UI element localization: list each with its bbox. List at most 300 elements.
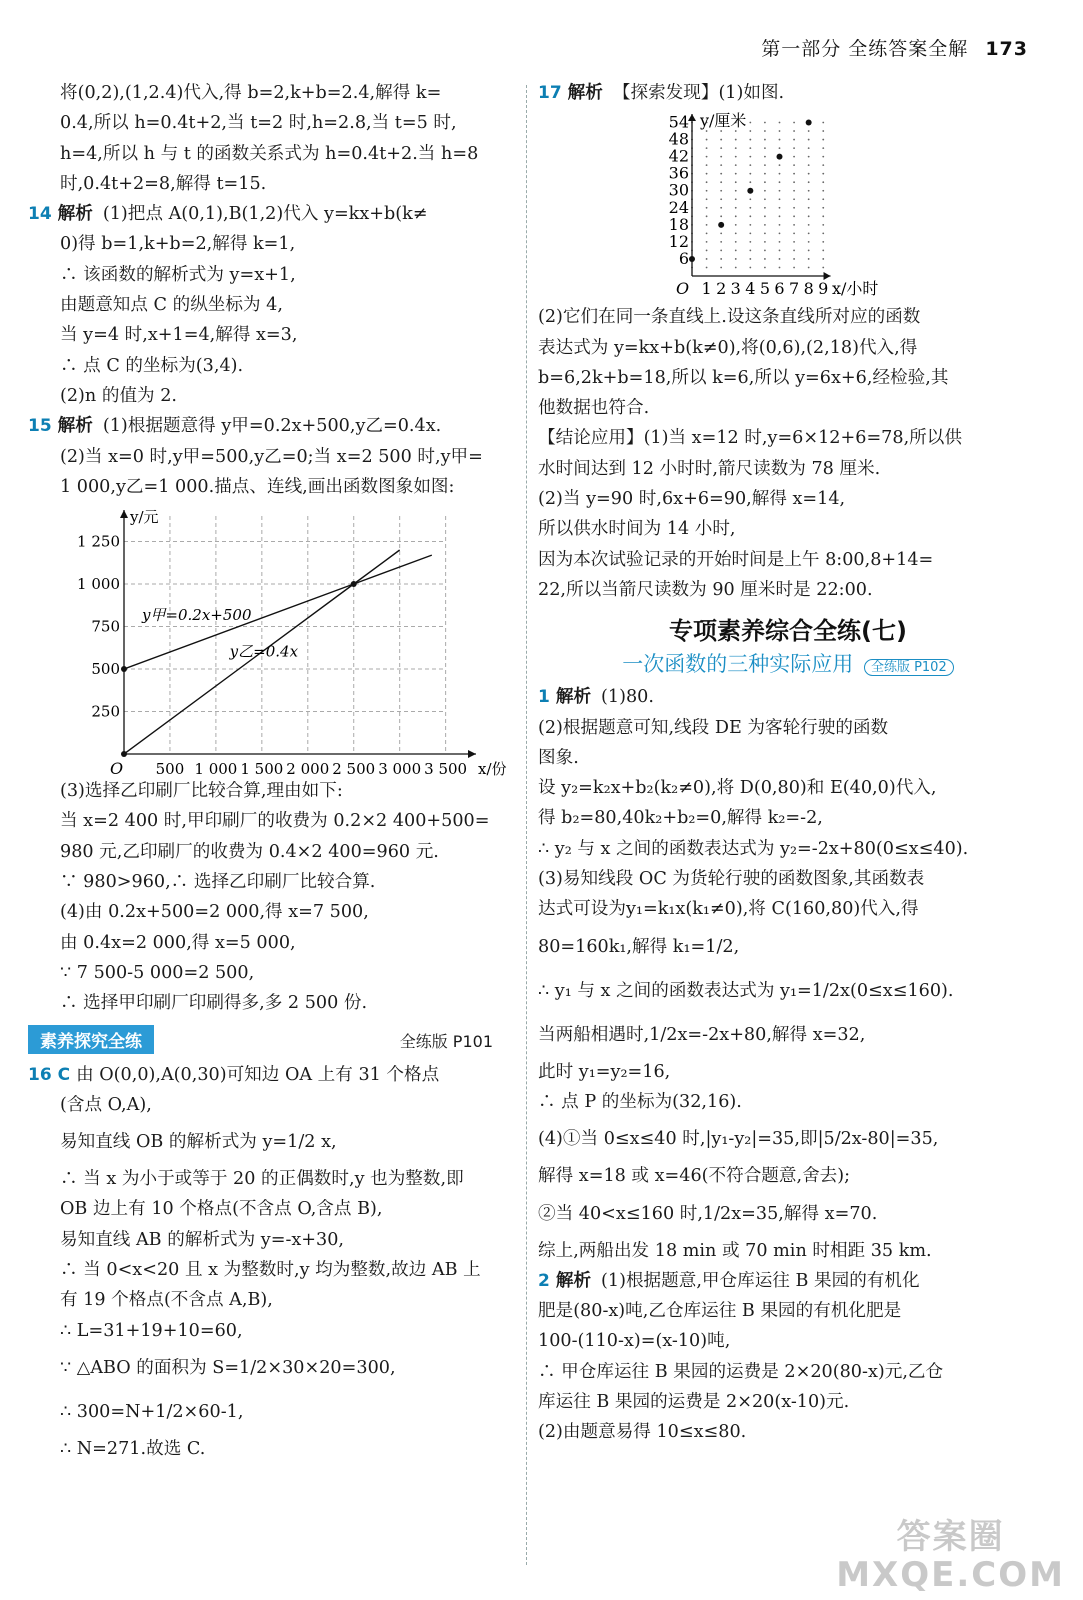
grid-dot xyxy=(720,241,722,243)
y-tick-label: 18 xyxy=(668,215,689,235)
grid-dot xyxy=(793,190,795,192)
text-line: ∵ 980>960,∴ 选择乙印刷厂比较合算. xyxy=(60,872,376,893)
grid-dot xyxy=(793,156,795,158)
data-point xyxy=(806,120,812,126)
y-tick-label: 54 xyxy=(668,112,689,132)
grid-dot xyxy=(735,224,737,226)
text-line: (1)80. xyxy=(601,687,654,708)
page-header xyxy=(761,34,1028,61)
grid-dot xyxy=(749,250,751,252)
grid-dot xyxy=(749,207,751,209)
grid-dot xyxy=(706,207,708,209)
grid-dot xyxy=(779,233,781,235)
series-label-2: y乙=0.4x xyxy=(229,642,299,661)
right-column xyxy=(538,78,1038,1448)
grid-dot xyxy=(779,216,781,218)
y-axis-label: y/元 xyxy=(130,508,159,527)
question-number: 14 xyxy=(28,204,52,225)
y-tick-label: 36 xyxy=(668,163,689,183)
special-question-2 xyxy=(538,1266,1038,1448)
column-divider xyxy=(526,85,527,1565)
grid-dot xyxy=(764,233,766,235)
origin-label: O xyxy=(676,279,690,299)
grid-dot xyxy=(735,173,737,175)
text-line: 易知直线 OB 的解析式为 y=1/2 x, xyxy=(60,1132,337,1153)
grid-dot xyxy=(808,182,810,184)
text-line: 所以供水时间为 14 小时, xyxy=(538,519,736,540)
grid-dot xyxy=(720,156,722,158)
text-line: 解得 x=18 或 x=46(不符合题意,舍去); xyxy=(538,1166,851,1187)
grid-dot xyxy=(735,207,737,209)
grid-dot xyxy=(720,139,722,141)
grid-dot xyxy=(735,190,737,192)
grid-dot xyxy=(735,156,737,158)
grid-dot xyxy=(706,173,708,175)
y-tick-label: 24 xyxy=(668,198,689,218)
answer-tag: 解析 xyxy=(555,687,592,708)
water-clock-chart-svg xyxy=(538,108,1038,298)
left-column xyxy=(28,78,518,1464)
text-line: h=4,所以 h 与 t 的函数关系式为 h=0.4t+2.当 h=8 xyxy=(60,143,479,164)
grid-dot xyxy=(764,216,766,218)
grid-dot xyxy=(764,122,766,124)
grid-dot xyxy=(822,156,824,158)
grid-dot xyxy=(720,130,722,132)
grid-dot xyxy=(808,216,810,218)
grid-dot xyxy=(822,241,824,243)
printing-cost-chart xyxy=(28,502,518,779)
text-line: ∴ 该函数的解析式为 y=x+1, xyxy=(60,264,296,285)
x-tick-label: 1 500 xyxy=(240,760,284,779)
text-line: 【探索发现】(1)如图. xyxy=(612,83,785,103)
data-point xyxy=(351,581,357,587)
x-axis-label: x/小时 xyxy=(832,279,879,299)
grid-dot xyxy=(779,190,781,192)
grid-dot xyxy=(720,250,722,252)
grid-dot xyxy=(822,199,824,201)
grid-dot xyxy=(720,207,722,209)
text-line: 图象. xyxy=(538,747,579,768)
grid-dot xyxy=(749,156,751,158)
grid-dot xyxy=(764,139,766,141)
question-number: 15 xyxy=(28,416,52,437)
grid-dot xyxy=(706,139,708,141)
grid-dot xyxy=(764,165,766,167)
x-tick-label: 5 xyxy=(759,279,771,299)
grid-dot xyxy=(749,258,751,260)
grid-dot xyxy=(735,258,737,260)
grid-dot xyxy=(822,130,824,132)
text-line: 22,所以当箭尺读数为 90 厘米时是 22:00. xyxy=(538,579,873,600)
text-line: (2)n 的值为 2. xyxy=(60,385,178,406)
grid-dot xyxy=(808,156,810,158)
grid-dot xyxy=(793,250,795,252)
grid-dot xyxy=(822,173,824,175)
question-number: 16 C xyxy=(28,1064,71,1085)
text-line: 由 O(0,0),A(0,30)可知边 OA 上有 31 个格点 xyxy=(76,1064,440,1085)
text-line: 当 y=4 时,x+1=4,解得 x=3, xyxy=(60,325,298,346)
grid-dot xyxy=(720,173,722,175)
grid-dot xyxy=(749,173,751,175)
y-tick-label: 500 xyxy=(91,660,120,679)
grid-dot xyxy=(720,182,722,184)
grid-dot xyxy=(749,139,751,141)
intro-block xyxy=(28,78,518,199)
x-tick-label: 4 xyxy=(745,279,756,299)
grid-dot xyxy=(822,165,824,167)
grid-dot xyxy=(706,199,708,201)
grid-dot xyxy=(764,224,766,226)
y-axis-arrow xyxy=(688,114,696,121)
x-tick-label: 6 xyxy=(774,279,785,299)
grid-dot xyxy=(808,250,810,252)
grid-dot xyxy=(706,250,708,252)
grid-dot xyxy=(808,207,810,209)
grid-dot xyxy=(706,258,708,260)
text-line: 1 000,y乙=1 000.描点、连线,画出函数图象如图: xyxy=(60,476,455,497)
grid-dot xyxy=(808,267,810,269)
text-line: 80=160k₁,解得 k₁=1/2, xyxy=(538,936,740,957)
grid-dot xyxy=(793,165,795,167)
grid-dot xyxy=(822,148,824,150)
grid-dot xyxy=(735,182,737,184)
answer-tag: 解析 xyxy=(567,83,603,103)
grid-dot xyxy=(749,241,751,243)
grid-dot xyxy=(735,139,737,141)
text-line: b=6,2k+b=18,所以 k=6,所以 y=6x+6,经检验,其 xyxy=(538,367,949,388)
x-tick-label: 2 xyxy=(716,279,727,299)
question-number: 1 xyxy=(538,687,550,708)
text-line: 综上,两船出发 18 min 或 70 min 时相距 35 km. xyxy=(538,1240,932,1261)
answer-tag: 解析 xyxy=(57,416,93,437)
grid-dot xyxy=(779,258,781,260)
question-number: 17 xyxy=(538,83,562,103)
data-point xyxy=(718,222,724,228)
text-line: 易知直线 AB 的解析式为 y=-x+30, xyxy=(60,1229,345,1250)
grid-dot xyxy=(779,122,781,124)
y-tick-label: 1 000 xyxy=(77,575,120,594)
data-point xyxy=(121,666,127,672)
grid-dot xyxy=(720,148,722,150)
y-axis-arrow xyxy=(120,510,128,518)
grid-dot xyxy=(779,173,781,175)
grid-dot xyxy=(779,130,781,132)
grid-dot xyxy=(720,199,722,201)
y-tick-label: 42 xyxy=(668,146,689,166)
text-line: 肥是(80-x)吨,乙仓库运往 B 果园的有机化肥是 xyxy=(538,1301,902,1322)
grid-dot xyxy=(822,258,824,260)
grid-dot xyxy=(822,207,824,209)
grid-dot xyxy=(822,216,824,218)
text-line: (1)把点 A(0,1),B(1,2)代入 y=kx+b(k≠ xyxy=(102,204,428,225)
grid-dot xyxy=(793,130,795,132)
text-line: (3)易知线段 OC 为货轮行驶的函数图象,其函数表 xyxy=(538,869,925,890)
text-line: (2)当 x=0 时,y甲=500,y乙=0;当 x=2 500 时,y甲= xyxy=(60,446,483,467)
grid-dot xyxy=(764,190,766,192)
series-label-1: y甲=0.2x+500 xyxy=(141,606,252,625)
grid-dot xyxy=(793,148,795,150)
grid-dot xyxy=(764,250,766,252)
text-line: ∴ 选择甲印刷厂印刷得多,多 2 500 份. xyxy=(60,993,368,1014)
grid-dot xyxy=(822,190,824,192)
grid-dot xyxy=(749,224,751,226)
x-tick-label: 2 000 xyxy=(286,760,330,779)
y-tick-label: 1 250 xyxy=(77,532,120,551)
text-line: (4)①当 0≤x≤40 时,|y₁-y₂|=35,即|5/2x-80|=35, xyxy=(538,1129,939,1150)
text-line: 100-(110-x)=(x-10)吨, xyxy=(538,1331,731,1352)
section-subtitle-text: 一次函数的三种实际应用 xyxy=(622,652,854,677)
text-line: 此时 y₁=y₂=16, xyxy=(538,1061,671,1082)
grid-dot xyxy=(706,165,708,167)
x-tick-label: 1 xyxy=(701,279,712,299)
text-line: (2)根据题意可知,线段 DE 为客轮行驶的函数 xyxy=(538,717,889,738)
text-line: ∴ 300=N+1/2×60-1, xyxy=(60,1401,244,1422)
text-line: 他数据也符合. xyxy=(538,398,650,419)
text-line: 达式可设为y₁=k₁x(k₁≠0),将 C(160,80)代入,得 xyxy=(538,899,919,920)
header-title: 第一部分 全练答案全解 xyxy=(761,38,969,60)
grid-dot xyxy=(749,165,751,167)
grid-dot xyxy=(808,233,810,235)
grid-dot xyxy=(764,130,766,132)
x-axis-arrow xyxy=(468,750,476,758)
grid-dot xyxy=(779,241,781,243)
grid-dot xyxy=(793,216,795,218)
answer-tag: 解析 xyxy=(555,1270,592,1291)
grid-dot xyxy=(735,148,737,150)
grid-dot xyxy=(749,199,751,201)
x-tick-label: 7 xyxy=(788,279,800,299)
grid-dot xyxy=(764,173,766,175)
grid-dot xyxy=(808,190,810,192)
grid-dot xyxy=(808,148,810,150)
grid-dot xyxy=(793,182,795,184)
grid-dot xyxy=(779,199,781,201)
watermark-text: 答案圈 xyxy=(896,1517,1005,1557)
grid-dot xyxy=(779,224,781,226)
text-line: (2)它们在同一条直线上.设这条直线所对应的函数 xyxy=(538,307,921,328)
grid-dot xyxy=(749,130,751,132)
question-number: 2 xyxy=(538,1270,550,1291)
grid-dot xyxy=(706,216,708,218)
text-line: 表达式为 y=kx+b(k≠0),将(0,6),(2,18)代入,得 xyxy=(538,337,918,358)
section-banner xyxy=(28,1019,518,1060)
grid-dot xyxy=(720,216,722,218)
text-line: 将(0,2),(1,2.4)代入,得 b=2,k+b=2.4,解得 k= xyxy=(60,83,442,103)
text-line: 【结论应用】(1)当 x=12 时,y=6×12+6=78,所以供 xyxy=(538,428,962,449)
grid-dot xyxy=(808,139,810,141)
grid-dot xyxy=(779,182,781,184)
grid-dot xyxy=(764,148,766,150)
grid-dot xyxy=(735,165,737,167)
grid-dot xyxy=(822,139,824,141)
special-question-1 xyxy=(538,682,1038,1266)
grid-dot xyxy=(779,165,781,167)
y-axis-label: y/厘米 xyxy=(700,111,747,131)
x-tick-label: 1 000 xyxy=(194,760,238,779)
grid-dot xyxy=(735,241,737,243)
page-number: 173 xyxy=(985,38,1028,60)
grid-dot xyxy=(793,224,795,226)
grid-dot xyxy=(749,122,751,124)
grid-dot xyxy=(706,190,708,192)
grid-dot xyxy=(793,122,795,124)
grid-dot xyxy=(764,267,766,269)
grid-dot xyxy=(779,207,781,209)
data-point xyxy=(689,256,695,262)
answer-tag: 解析 xyxy=(57,204,93,225)
text-line: 0)得 b=1,k+b=2,解得 k=1, xyxy=(60,234,296,255)
grid-dot xyxy=(793,139,795,141)
grid-dot xyxy=(808,173,810,175)
grid-dot xyxy=(706,182,708,184)
grid-dot xyxy=(720,165,722,167)
grid-dot xyxy=(793,173,795,175)
grid-dot xyxy=(749,182,751,184)
text-line: ∴ N=271.故选 C. xyxy=(60,1438,206,1459)
text-line: 得 b₂=80,40k₂+b₂=0,解得 k₂=-2, xyxy=(538,808,823,829)
grid-dot xyxy=(822,182,824,184)
grid-dot xyxy=(706,148,708,150)
grid-dot xyxy=(764,207,766,209)
text-line: (2)当 y=90 时,6x+6=90,解得 x=14, xyxy=(538,489,846,510)
grid-dot xyxy=(706,233,708,235)
grid-dot xyxy=(706,156,708,158)
text-line: 时,0.4t+2=8,解得 t=15. xyxy=(60,173,267,194)
text-line: ∵ △ABO 的面积为 S=1/2×30×20=300, xyxy=(60,1357,396,1378)
text-line: (2)由题意易得 10≤x≤80. xyxy=(538,1422,747,1443)
section-subtitle xyxy=(538,648,1038,678)
text-line: ∴ 点 P 的坐标为(32,16). xyxy=(538,1091,742,1112)
grid-dot xyxy=(793,241,795,243)
text-line: 库运往 B 果园的运费是 2×20(x-10)元. xyxy=(538,1392,850,1413)
grid-dot xyxy=(720,258,722,260)
data-point xyxy=(747,188,753,194)
text-line: ∴ y₁ 与 x 之间的函数表达式为 y₁=1/2x(0≤x≤160). xyxy=(538,980,954,1001)
grid-dot xyxy=(779,148,781,150)
text-line: ②当 40<x≤160 时,1/2x=35,解得 x=70. xyxy=(538,1203,878,1224)
x-tick-label: 500 xyxy=(155,760,185,779)
text-line: (4)由 0.2x+500=2 000,得 x=7 500, xyxy=(60,902,369,923)
x-tick-label: 9 xyxy=(818,279,829,299)
grid-dot xyxy=(779,139,781,141)
grid-dot xyxy=(735,233,737,235)
grid-dot xyxy=(749,233,751,235)
grid-dot xyxy=(764,156,766,158)
question-15 xyxy=(28,411,518,1018)
banner-ref: 全练版 P101 xyxy=(399,1031,493,1051)
grid-dot xyxy=(735,267,737,269)
y-tick-label: 30 xyxy=(668,181,689,201)
grid-dot xyxy=(822,122,824,124)
grid-dot xyxy=(706,224,708,226)
grid-dot xyxy=(808,199,810,201)
grid-dot xyxy=(720,233,722,235)
question-14 xyxy=(28,199,518,411)
grid-dot xyxy=(720,190,722,192)
text-line: 当两船相遇时,1/2x=-2x+80,解得 x=32, xyxy=(538,1024,866,1045)
y-tick-label: 48 xyxy=(668,129,689,149)
grid-dot xyxy=(706,241,708,243)
text-line: ∴ 点 C 的坐标为(3,4). xyxy=(60,355,244,376)
grid-dot xyxy=(779,267,781,269)
x-tick-label: 3 500 xyxy=(424,760,468,779)
grid-dot xyxy=(793,207,795,209)
text-line: (3)选择乙印刷厂比较合算,理由如下: xyxy=(60,781,343,802)
grid-dot xyxy=(808,130,810,132)
x-tick-label: 2 500 xyxy=(332,760,376,779)
grid-dot xyxy=(706,130,708,132)
y-tick-label: 250 xyxy=(91,702,120,721)
grid-dot xyxy=(808,241,810,243)
question-16 xyxy=(28,1060,518,1465)
text-line: 由题意知点 C 的纵坐标为 4, xyxy=(60,295,283,316)
x-tick-label: 3 xyxy=(730,279,741,299)
grid-dot xyxy=(764,241,766,243)
text-line: (1)根据题意得 y甲=0.2x+500,y乙=0.4x. xyxy=(102,416,442,437)
banner-label: 素养探究全练 xyxy=(28,1025,154,1054)
text-line: (1)根据题意,甲仓库运往 B 果园的有机化 xyxy=(601,1270,920,1291)
text-line: 0.4,所以 h=0.4t+2,当 t=2 时,h=2.8,当 t=5 时, xyxy=(60,113,457,134)
text-line: 设 y₂=k₂x+b₂(k₂≠0),将 D(0,80)和 E(40,0)代入, xyxy=(538,778,937,799)
grid-dot xyxy=(793,267,795,269)
grid-dot xyxy=(779,250,781,252)
grid-dot xyxy=(822,267,824,269)
grid-dot xyxy=(720,267,722,269)
watermark-logo xyxy=(836,1518,1065,1594)
section-ref: 全练版 P102 xyxy=(864,659,954,676)
water-clock-chart xyxy=(538,108,1038,302)
text-line: OB 边上有 10 个格点(不含点 O,含点 B), xyxy=(60,1199,383,1220)
grid-dot xyxy=(808,258,810,260)
grid-dot xyxy=(822,224,824,226)
data-point xyxy=(121,751,127,757)
question-17 xyxy=(538,78,1038,605)
grid-dot xyxy=(793,233,795,235)
grid-dot xyxy=(808,165,810,167)
text-line: ∴ 甲仓库运往 B 果园的运费是 2×20(80-x)元,乙仓 xyxy=(538,1361,944,1382)
text-line: 由 0.4x=2 000,得 x=5 000, xyxy=(60,932,296,953)
grid-dot xyxy=(749,216,751,218)
text-line: ∵ 7 500-5 000=2 500, xyxy=(60,962,255,983)
grid-dot xyxy=(764,182,766,184)
printing-cost-chart-svg xyxy=(28,502,507,779)
grid-dot xyxy=(735,216,737,218)
grid-dot xyxy=(764,199,766,201)
grid-dot xyxy=(808,224,810,226)
y-tick-label: 12 xyxy=(668,232,689,252)
grid-dot xyxy=(735,130,737,132)
text-line: 水时间达到 12 小时时,箭尺读数为 78 厘米. xyxy=(538,458,881,479)
grid-dot xyxy=(735,199,737,201)
grid-dot xyxy=(749,267,751,269)
text-line: 有 19 个格点(不含点 A,B), xyxy=(60,1290,273,1311)
x-tick-label: 8 xyxy=(803,279,814,299)
grid-dot xyxy=(706,267,708,269)
grid-dot xyxy=(735,250,737,252)
text-line: ∴ 当 0<x<20 且 x 为整数时,y 均为整数,故边 AB 上 xyxy=(60,1260,481,1281)
grid-dot xyxy=(793,199,795,201)
text-line: (含点 O,A), xyxy=(60,1094,152,1115)
y-tick-label: 6 xyxy=(678,249,689,269)
grid-dot xyxy=(793,258,795,260)
text-line: 因为本次试验记录的开始时间是上午 8:00,8+14= xyxy=(538,549,934,570)
x-tick-label: 3 000 xyxy=(378,760,422,779)
text-line: 当 x=2 400 时,甲印刷厂的收费为 0.2×2 400+500= xyxy=(60,811,490,832)
text-line: ∴ L=31+19+10=60, xyxy=(60,1320,243,1341)
grid-dot xyxy=(822,233,824,235)
x-axis-label: x/份 xyxy=(478,760,507,779)
text-line: ∴ y₂ 与 x 之间的函数表达式为 y₂=-2x+80(0≤x≤40). xyxy=(538,838,969,859)
